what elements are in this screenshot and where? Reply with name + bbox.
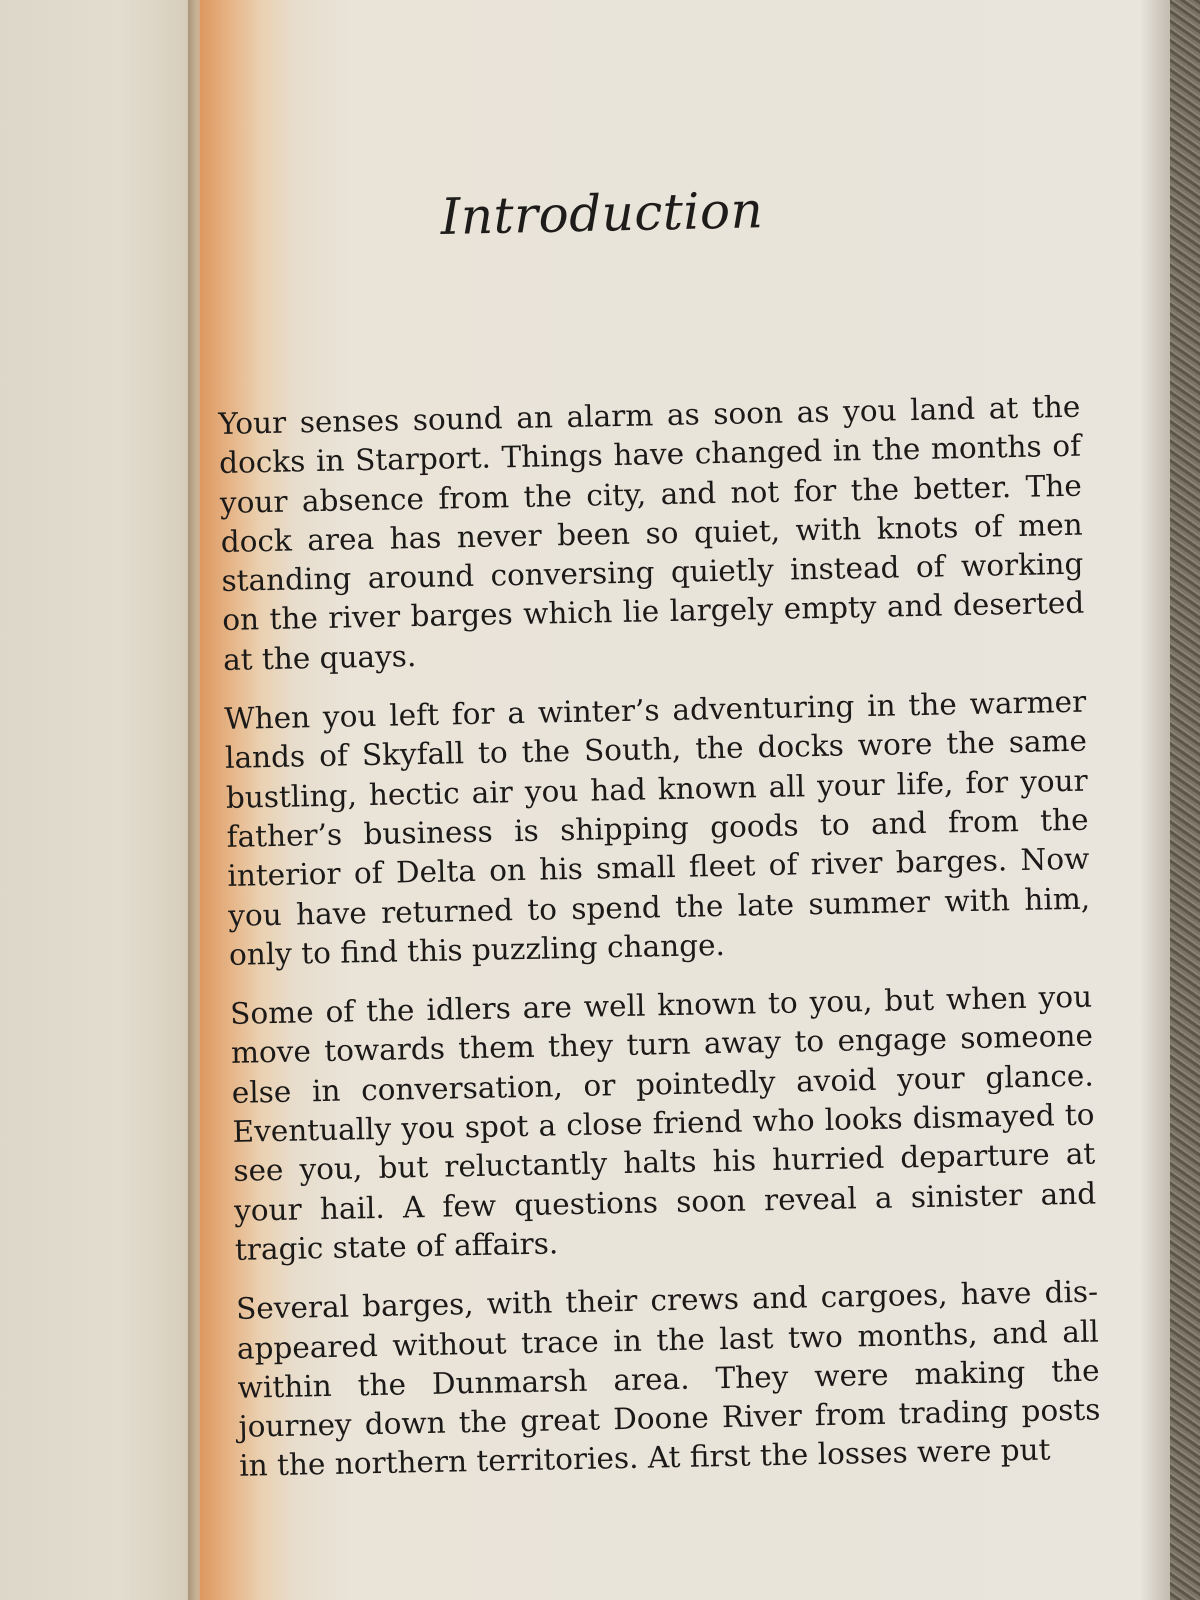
paragraph-3: Some of the idlers are well known to you, but when you move towards them they turn away to engage someone else in conversation, or pointedly avoid your glance. Eventually you spot a close friend who looks dismayed to see you, but reluctantly halts his hurried departure at your hail. A few questions soon reveal a sinister and tragic state of affairs. (229, 979, 1097, 1267)
paragraph-1: Your senses sound an alarm as soon as you land at the docks in Starport. Things have changed in the months of your absence from the city, and not for the better. The dock area has never been so quiet, with knots of men standing around conversing quietly instead of working on the river barges which lie largely empty and deserted at the quays. (218, 389, 1085, 677)
left-page (0, 0, 200, 1600)
paragraph-2: When you left for a winter’s adventuring in the warmer lands of Skyfall to the South, the docks wore the same bustling, hectic air you had known all your life, for your father’s business is shipping goods to and from the interior of Delta on his small fleet of river barges. Now you have returned to spend the late summer with him, only to find this puzzling change. (223, 684, 1091, 972)
body-text (218, 388, 1102, 1507)
chapter-heading: Introduction (440, 181, 764, 246)
paragraph-4: Several barges, with their crews and cargoes, have disappeared without trace in the last two months, and all within the Dunmarsh area. They were making the journey down the great Doone River from trading posts in the northern territories. At first the losses were put (235, 1274, 1101, 1484)
